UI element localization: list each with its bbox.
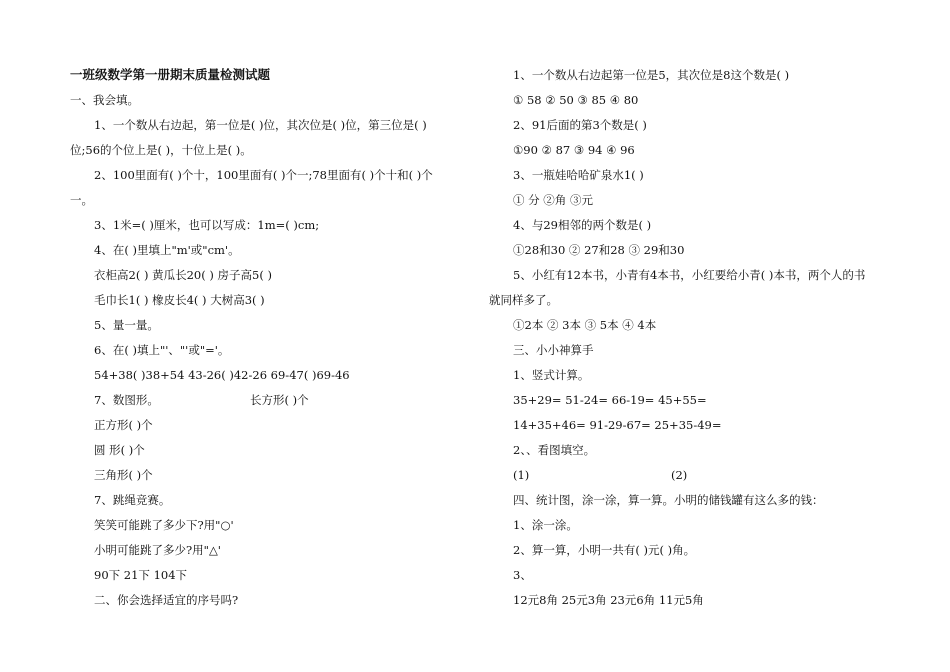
question-line: 1、一个数从右边起第一位是5，其次位是8这个数是( ) [513,68,790,82]
section-heading-2: 二、你会选择适宜的序号吗? [94,593,239,607]
options-line: ①28和30 ② 27和28 ③ 29和30 [513,243,685,257]
question-line: 1、一个数从右边起，第一位是( )位，其次位是( )位，第三位是( ) [94,118,427,132]
question-line: 三角形( )个 [94,468,153,482]
question-line: 圆 形( )个 [94,443,145,457]
question-line: 90下 21下 104下 [94,568,188,582]
question-line: 小明可能跳了多少?用"△' [94,543,221,557]
question-line: 5、小红有12本书，小青有4本书，小红要给小青( )本书，两个人的书 [513,268,866,282]
question-line: 毛巾长1( ) 橡皮长4( ) 大树高3( ) [94,293,265,307]
question-line: 3、一瓶娃哈哈矿泉水1( ) [513,168,644,182]
question-line: 长方形( )个 [250,393,309,407]
question-line: 2、、看图填空。 [513,443,596,457]
options-line: ① 58 ② 50 ③ 85 ④ 80 [513,93,639,107]
question-line: 一。 [70,193,93,207]
question-line: 就同样多了。 [489,293,558,307]
question-line: 2、100里面有( )个十，100里面有( )个一;78里面有( )个十和( )个 [94,168,433,182]
question-line: 4、与29相邻的两个数是( ) [513,218,652,232]
section-heading-1: 一、我会填。 [70,93,139,107]
question-line: 1、竖式计算。 [513,368,590,382]
options-line: ①2本 ② 3本 ③ 5本 ④ 4本 [513,318,657,332]
question-line: 54+38( )38+54 43-26( )42-26 69-47( )69-46 [94,368,350,382]
question-line: 3、1米=( )厘米，也可以写成：1m=( )cm; [94,218,320,232]
question-line: 7、数图形。 [94,393,159,407]
question-line: 6、在( )填上"'、"'或"='。 [94,343,230,357]
section-heading-4: 四、统计图，涂一涂，算一算。小明的储钱罐有这么多的钱： [513,493,824,507]
options-line: ①90 ② 87 ③ 94 ④ 96 [513,143,635,157]
question-line: 位;56的个位上是( )，十位上是( )。 [70,143,252,157]
calc-line: 14+35+46= 91-29-67= 25+35-49= [513,418,722,432]
question-line: 3、 [513,568,532,582]
question-line: 正方形( )个 [94,418,153,432]
question-line: 7、跳绳竞赛。 [94,493,171,507]
money-values-line: 12元8角 25元3角 23元6角 11元5角 [513,593,704,607]
question-line: 2、91后面的第3个数是( ) [513,118,647,132]
question-line: 1、涂一涂。 [513,518,578,532]
question-line: 衣柜高2( ) 黄瓜长20( ) 房子高5( ) [94,268,272,282]
question-line: 笑笑可能跳了多少下?用"○' [94,518,234,532]
options-line: ① 分 ②角 ③元 [513,193,593,207]
page-title: 一班级数学第一册期末质量检测试题 [70,67,271,82]
question-line: 4、在( )里填上"m'或"cm'。 [94,243,240,257]
subquestion-label: (2) [671,468,688,482]
section-heading-3: 三、小小神算手 [513,343,594,357]
question-line: 5、量一量。 [94,318,159,332]
subquestion-label: (1) [513,468,530,482]
calc-line: 35+29= 51-24= 66-19= 45+55= [513,393,707,407]
question-line: 2、算一算，小明一共有( )元( )角。 [513,543,696,557]
